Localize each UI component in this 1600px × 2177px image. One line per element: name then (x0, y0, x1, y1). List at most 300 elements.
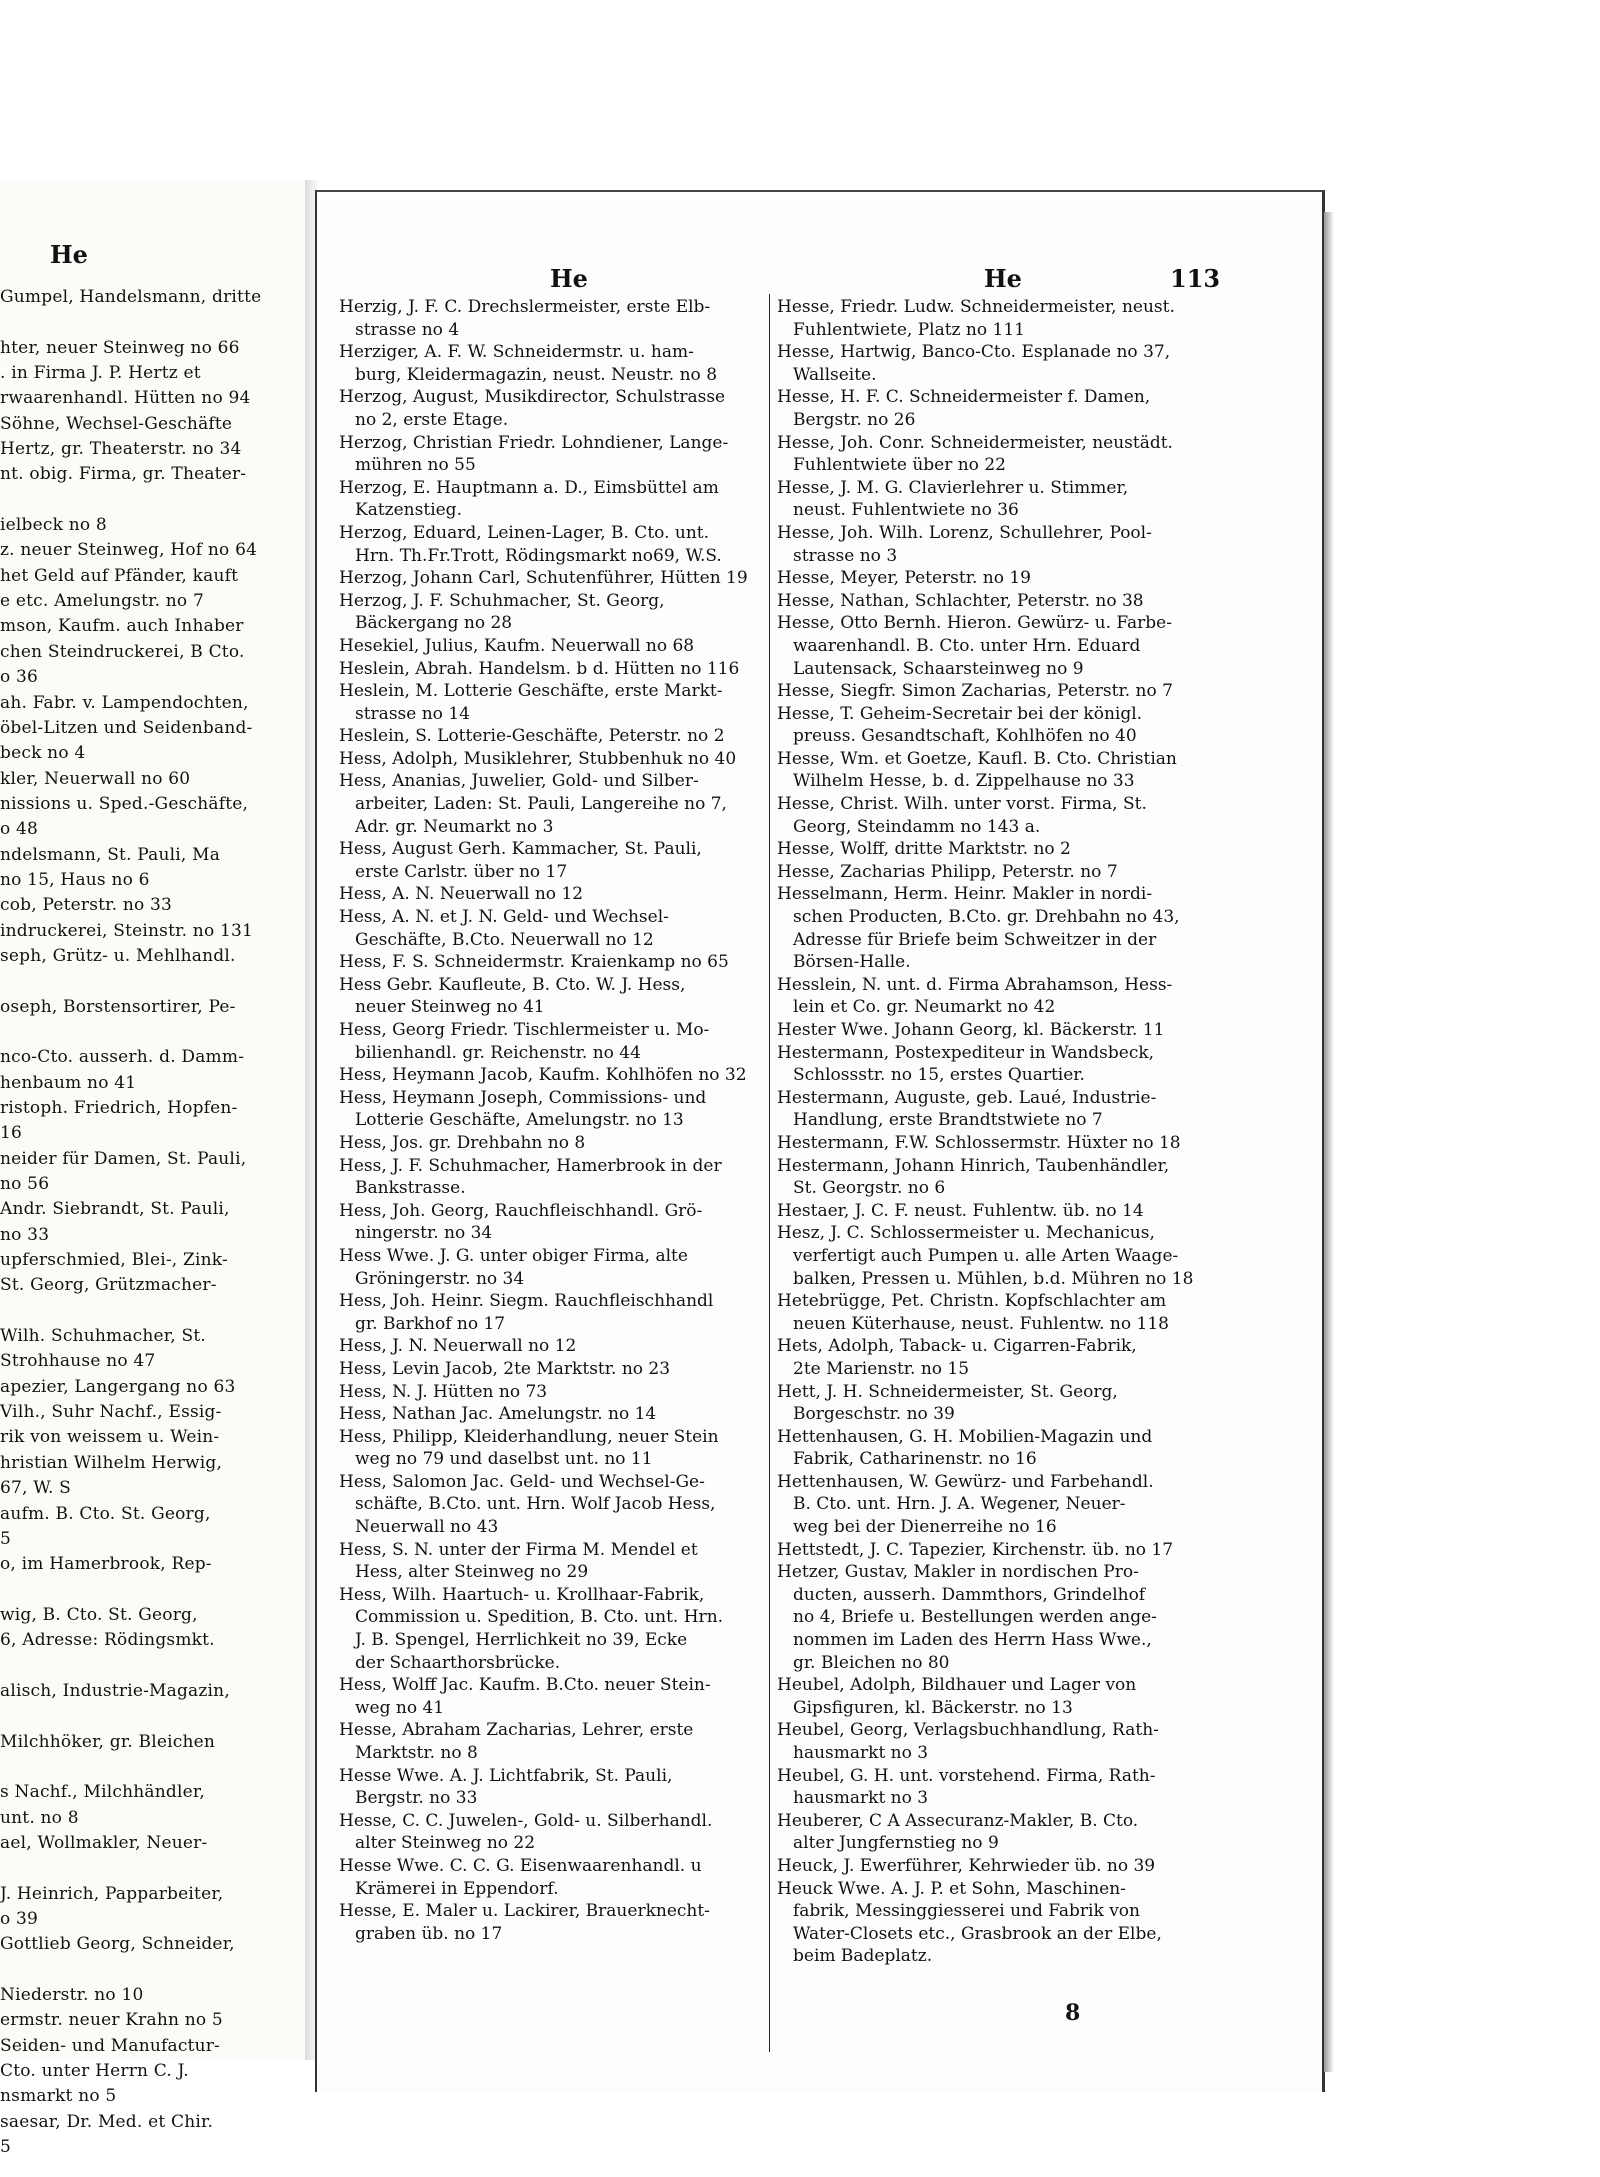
entry-line: Hesselmann, Herm. Heinr. Makler in nordi- (777, 884, 1153, 905)
directory-entry (777, 296, 1207, 341)
left-page-line: 67, W. S (0, 1478, 71, 1499)
left-page-line: Wilh. Schuhmacher, St. (0, 1326, 206, 1347)
directory-entry (339, 1019, 769, 1064)
left-page-line (0, 1299, 305, 1324)
entry-line: Hesse, J. M. G. Clavierlehrer u. Stimmer, (777, 477, 1129, 498)
left-page-line: apezier, Langergang no 63 (0, 1376, 236, 1397)
entry-line: Hess, Joh. Heinr. Siegm. Rauchfleischhandl (339, 1291, 714, 1312)
directory-entry (777, 1765, 1207, 1810)
page-number: 113 (1170, 264, 1221, 293)
left-page-line (0, 1020, 305, 1045)
directory-entry (777, 1155, 1207, 1200)
entry-line: neuer Steinweg no 41 (355, 997, 545, 1018)
directory-entry (777, 1087, 1207, 1132)
left-page-line: Vilh., Suhr Nachf., Essig- (0, 1402, 222, 1423)
entry-line: Hess, F. S. Schneidermstr. Kraienkamp no 65 (339, 952, 729, 973)
entry-line: Hestermann, Auguste, geb. Laué, Industrie- (777, 1087, 1157, 1108)
left-page-line: saesar, Dr. Med. et Chir. (0, 2111, 214, 2132)
entry-line: Hesse, H. F. C. Schneidermeister f. Damen, (777, 387, 1151, 408)
entry-line: Handlung, erste Brandtstwiete no 7 (793, 1110, 1103, 1131)
left-page-line: ndelsmann, St. Pauli, Ma (0, 844, 221, 865)
directory-entry (777, 703, 1207, 748)
left-page-line (0, 310, 305, 335)
entry-line: Hetzer, Gustav, Makler in nordischen Pro- (777, 1562, 1139, 1583)
directory-entry (777, 1855, 1207, 1878)
entry-line: Hess, Ananias, Juwelier, Gold- und Silber- (339, 771, 699, 792)
entry-line: Börsen-Halle. (793, 952, 911, 973)
left-page-line: alisch, Industrie-Magazin, (0, 1680, 230, 1701)
left-page-line: öbel-Litzen und Seidenband- (0, 717, 253, 738)
entry-line: Hess, Joh. Georg, Rauchfleischhandl. Grö- (339, 1200, 703, 1221)
left-page-line: o, im Hamerbrook, Rep- (0, 1554, 212, 1575)
directory-entry (777, 1810, 1207, 1855)
directory-entry (339, 1403, 769, 1426)
left-page-line: indruckerei, Steinstr. no 131 (0, 920, 254, 941)
entry-line: Heubel, Adolph, Bildhauer und Lager von (777, 1675, 1137, 1696)
entry-line: neuen Küterhause, neust. Fuhlentw. no 118 (793, 1313, 1169, 1334)
directory-entry (339, 680, 769, 725)
directory-entry (777, 861, 1207, 884)
left-page-line: Gottlieb Georg, Schneider, (0, 1934, 235, 1955)
directory-entry (777, 341, 1207, 386)
entry-line: Hess, Heymann Jacob, Kaufm. Kohlhöfen no 32 (339, 1065, 747, 1086)
directory-entry (339, 1200, 769, 1245)
entry-line: 2te Marienstr. no 15 (793, 1358, 970, 1379)
entry-line: Hestermann, Johann Hinrich, Taubenhändler, (777, 1155, 1170, 1176)
left-page-fragment (0, 180, 308, 2158)
left-page-line (0, 1755, 305, 1780)
entry-line: alter Steinweg no 22 (355, 1833, 536, 1854)
entry-line: Herzog, E. Hauptmann a. D., Eimsbüttel am (339, 477, 719, 498)
directory-entry (339, 1155, 769, 1200)
entry-line: Hesz, J. C. Schlossermeister u. Mechanicus, (777, 1223, 1155, 1244)
entry-line: weg bei der Dienerreihe no 16 (793, 1517, 1057, 1538)
entry-line: Heslein, M. Lotterie Geschäfte, erste Markt- (339, 681, 723, 702)
entry-line: Hesse, Otto Bernh. Hieron. Gewürz- u. Farbe- (777, 613, 1172, 634)
entry-line: Hets, Adolph, Taback- u. Cigarren-Fabrik, (777, 1336, 1137, 1357)
left-page-line (0, 1578, 305, 1603)
directory-entry (777, 1132, 1207, 1155)
entry-line: Wilhelm Hesse, b. d. Zippelhause no 33 (793, 771, 1135, 792)
entry-line: Hess Wwe. J. G. unter obiger Firma, alte (339, 1245, 688, 1266)
left-page-line: no 56 (0, 1174, 50, 1195)
entry-line: Katzenstieg. (355, 500, 462, 521)
running-head-left: He (550, 264, 588, 293)
entry-line: Hess, Nathan Jac. Amelungstr. no 14 (339, 1404, 657, 1425)
entry-line: Hettenhausen, W. Gewürz- und Farbehandl. (777, 1471, 1154, 1492)
left-page-line: ermstr. neuer Krahn no 5 (0, 2010, 223, 2031)
signature-mark: 8 (1065, 2000, 1081, 2026)
directory-entry (339, 1539, 769, 1584)
left-page-line: J. Heinrich, Papparbeiter, (0, 1883, 224, 1904)
entry-line: neust. Fuhlentwiete no 36 (793, 500, 1019, 521)
directory-entry (339, 725, 769, 748)
directory-entry (339, 1426, 769, 1471)
directory-entry (777, 838, 1207, 861)
directory-entry (777, 883, 1207, 973)
entry-line: Water-Closets etc., Grasbrook an der Elbe, (793, 1923, 1162, 1944)
entry-line: Hesse, Wolff, dritte Marktstr. no 2 (777, 839, 1071, 860)
left-page-line: hristian Wilhelm Herwig, (0, 1452, 223, 1473)
entry-line: strasse no 3 (793, 545, 898, 566)
entry-line: Hesse Wwe. A. J. Lichtfabrik, St. Pauli, (339, 1765, 673, 1786)
directory-entry (339, 838, 769, 883)
left-page-line: o 39 (0, 1909, 39, 1929)
directory-entry (777, 1335, 1207, 1380)
left-page-line: het Geld auf Pfänder, kauft (0, 565, 239, 586)
directory-entry (777, 1381, 1207, 1426)
left-page-line: Gumpel, Handelsmann, dritte (0, 287, 262, 307)
directory-entry (339, 386, 769, 431)
entry-line: Hess, N. J. Hütten no 73 (339, 1381, 548, 1402)
running-head-right: He (984, 264, 1022, 293)
left-page-line: ielbeck no 8 (0, 515, 107, 536)
entry-line: Schlossstr. no 15, erstes Quartier. (793, 1065, 1085, 1086)
left-page-line: ah. Fabr. v. Lampendochten, (0, 692, 249, 713)
left-page-line: Strohhause no 47 (0, 1351, 156, 1372)
entry-line: Fabrik, Catharinenstr. no 16 (793, 1449, 1037, 1470)
left-page-line: z. neuer Steinweg, Hof no 64 (0, 540, 258, 561)
left-page-line: Söhne, Wechsel-Geschäfte (0, 413, 233, 434)
directory-entry (777, 567, 1207, 590)
left-page-line: o 36 (0, 667, 39, 688)
entry-line: ningerstr. no 34 (355, 1223, 493, 1244)
entry-line: balken, Pressen u. Mühlen, b.d. Mühren no 18 (793, 1268, 1194, 1289)
left-page-line: wig, B. Cto. St. Georg, (0, 1604, 198, 1625)
left-page-line: . in Firma J. P. Hertz et (0, 363, 201, 384)
entry-line: Marktstr. no 8 (355, 1743, 478, 1763)
directory-entry (777, 477, 1207, 522)
entry-line: bilienhandl. gr. Reichenstr. no 44 (355, 1042, 641, 1063)
entry-line: der Schaarthorsbrücke. (355, 1652, 561, 1673)
entry-line: Herzog, J. F. Schuhmacher, St. Georg, (339, 590, 665, 611)
entry-line: Herzog, August, Musikdirector, Schulstrasse (339, 387, 726, 408)
entry-line: Hestermann, Postexpediteur in Wandsbeck, (777, 1042, 1155, 1063)
entry-line: strasse no 4 (355, 319, 460, 340)
directory-entry (777, 1426, 1207, 1471)
left-page-line: rwaarenhandl. Hütten no 94 (0, 388, 251, 409)
entry-line: Hesslein, N. unt. d. Firma Abrahamson, Hess- (777, 974, 1173, 995)
entry-line: Hesse, Christ. Wilh. unter vorst. Firma, St. (777, 794, 1147, 815)
entry-line: Bäckergang no 28 (355, 613, 513, 634)
entry-line: Hess, Levin Jacob, 2te Marktstr. no 23 (339, 1358, 671, 1379)
directory-entry (777, 1539, 1207, 1562)
entry-line: Herzig, J. F. C. Drechslermeister, erste Elb- (339, 297, 711, 317)
directory-entry (777, 1719, 1207, 1764)
entry-line: Gipsfiguren, kl. Bäckerstr. no 13 (793, 1697, 1073, 1718)
directory-entry (339, 1358, 769, 1381)
entry-line: Hess Gebr. Kaufleute, B. Cto. W. J. Hess, (339, 974, 686, 995)
entry-line: Gröningerstr. no 34 (355, 1268, 525, 1289)
directory-entry (339, 1335, 769, 1358)
left-page-line: nsmarkt no 5 (0, 2086, 117, 2107)
directory-entry (777, 432, 1207, 477)
entry-line: Herziger, A. F. W. Schneidermstr. u. ham- (339, 342, 694, 363)
entry-line: ducten, ausserh. Dammthors, Grindelhof (793, 1584, 1146, 1605)
entry-line: Herzog, Christian Friedr. Lohndiener, Lange- (339, 432, 729, 453)
left-page-line: unt. no 8 (0, 1807, 79, 1828)
entry-line: Fuhlentwiete über no 22 (793, 455, 1006, 476)
directory-entry (777, 1042, 1207, 1087)
entry-line: Hess, A. N. Neuerwall no 12 (339, 884, 584, 905)
left-page-line: nco-Cto. ausserh. d. Damm- (0, 1047, 245, 1068)
directory-entry (777, 793, 1207, 838)
entry-line: graben üb. no 17 (355, 1923, 503, 1944)
entry-line: Hess, Georg Friedr. Tischlermeister u. Mo- (339, 1020, 710, 1040)
entry-line: Hesse, Wm. et Goetze, Kaufl. B. Cto. Christian (777, 748, 1177, 769)
directory-entry (339, 635, 769, 658)
directory-column-left (339, 296, 769, 1945)
entry-line: Hestaer, J. C. F. neust. Fuhlentw. üb. no 14 (777, 1200, 1144, 1221)
directory-entry (339, 1087, 769, 1132)
entry-line: Hesse, C. C. Juwelen-, Gold- u. Silberhandl. (339, 1810, 713, 1831)
entry-line: J. B. Spengel, Herrlichkeit no 39, Ecke (355, 1630, 688, 1651)
entry-line: Hess, Heymann Joseph, Commissions- und (339, 1087, 707, 1108)
directory-entry (777, 612, 1207, 680)
entry-line: Hesse, Hartwig, Banco-Cto. Esplanade no 37, (777, 342, 1171, 363)
entry-line: Hrn. Th.Fr.Trott, Rödingsmarkt no69, W.S. (355, 545, 722, 566)
left-running-head: He (50, 240, 88, 269)
directory-entry (339, 522, 769, 567)
entry-line: Lotterie Geschäfte, Amelungstr. no 13 (355, 1110, 684, 1131)
left-page-line (0, 1856, 305, 1881)
entry-line: St. Georgstr. no 6 (793, 1178, 946, 1199)
entry-line: Borgeschstr. no 39 (793, 1404, 955, 1425)
entry-line: arbeiter, Laden: St. Pauli, Langereihe no 7, (355, 794, 727, 815)
entry-line: Herzog, Johann Carl, Schutenführer, Hütten 19 (339, 568, 748, 589)
entry-line: Hesse, Joh. Wilh. Lorenz, Schullehrer, Pool- (777, 522, 1152, 543)
directory-entry (339, 296, 769, 341)
entry-line: strasse no 14 (355, 703, 470, 724)
left-page-line: mson, Kaufm. auch Inhaber (0, 616, 244, 637)
entry-line: Heslein, Abrah. Handelsm. b d. Hütten no 116 (339, 658, 740, 679)
left-page-line: Seiden- und Manufactur- (0, 2035, 221, 2056)
entry-line: Hesse, Zacharias Philipp, Peterstr. no 7 (777, 861, 1118, 882)
directory-entry (339, 1584, 769, 1674)
directory-entry (339, 906, 769, 951)
left-page-line: Andr. Siebrandt, St. Pauli, (0, 1199, 230, 1220)
entry-line: gr. Bleichen no 80 (793, 1652, 950, 1673)
entry-line: Wallseite. (793, 364, 877, 385)
left-page-line (0, 969, 305, 994)
entry-line: Commission u. Spedition, B. Cto. unt. Hrn. (355, 1607, 724, 1628)
entry-line: Georg, Steindamm no 143 a. (793, 816, 1041, 837)
entry-line: Hess, Jos. gr. Drehbahn no 8 (339, 1132, 586, 1153)
directory-entry (339, 1132, 769, 1155)
entry-line: mühren no 55 (355, 455, 476, 476)
entry-line: verfertigt auch Pumpen u. alle Arten Waage- (793, 1245, 1179, 1266)
entry-line: Herzog, Eduard, Leinen-Lager, B. Cto. unt. (339, 522, 710, 543)
entry-line: Geschäfte, B.Cto. Neuerwall no 12 (355, 929, 654, 950)
left-page-line: rik von weissem u. Wein- (0, 1427, 220, 1448)
directory-entry (777, 1222, 1207, 1290)
entry-line: gr. Barkhof no 17 (355, 1313, 506, 1334)
left-page-line (0, 488, 305, 513)
entry-line: alter Jungfernstieg no 9 (793, 1833, 999, 1854)
entry-line: preuss. Gesandtschaft, Kohlhöfen no 40 (793, 726, 1137, 747)
directory-entry (777, 522, 1207, 567)
entry-line: Adr. gr. Neumarkt no 3 (355, 816, 554, 837)
directory-entry (339, 748, 769, 771)
left-page-line: 6, Adresse: Rödingsmkt. (0, 1630, 215, 1651)
left-page-line: no 15, Haus no 6 (0, 869, 150, 890)
entry-line: Hettenhausen, G. H. Mobilien-Magazin und (777, 1426, 1153, 1447)
directory-entry (777, 1019, 1207, 1042)
entry-line: Hess, alter Steinweg no 29 (355, 1562, 589, 1583)
left-page-line: e etc. Amelungstr. no 7 (0, 591, 204, 612)
entry-line: Hesse, Nathan, Schlachter, Peterstr. no 38 (777, 590, 1144, 611)
entry-line: Hess, Adolph, Musiklehrer, Stubbenhuk no 40 (339, 748, 737, 769)
left-page-line: aufm. B. Cto. St. Georg, (0, 1503, 211, 1524)
entry-line: lein et Co. gr. Neumarkt no 42 (793, 997, 1056, 1018)
entry-line: Hess, August Gerh. Kammacher, St. Pauli, (339, 839, 702, 860)
entry-line: Hetebrügge, Pet. Christn. Kopfschlachter am (777, 1291, 1167, 1312)
entry-line: Hess, J. N. Neuerwall no 12 (339, 1336, 577, 1357)
entry-line: Heuck Wwe. A. J. P. et Sohn, Maschinen- (777, 1878, 1126, 1899)
entry-line: Lautensack, Schaarsteinweg no 9 (793, 658, 1084, 679)
entry-line: waarenhandl. B. Cto. unter Hrn. Eduard (793, 635, 1141, 656)
column-divider (769, 294, 770, 2052)
directory-entry (339, 1674, 769, 1719)
entry-line: weg no 79 und daselbst unt. no 11 (355, 1449, 653, 1470)
left-page-line (0, 1654, 305, 1679)
directory-entry (777, 590, 1207, 613)
entry-line: nommen im Laden des Herrn Hass Wwe., (793, 1630, 1152, 1651)
entry-line: burg, Kleidermagazin, neust. Neustr. no 8 (355, 364, 718, 385)
left-page-line (0, 1704, 305, 1729)
directory-entry (339, 1290, 769, 1335)
entry-line: Hestermann, F.W. Schlossermstr. Hüxter no 18 (777, 1132, 1181, 1153)
directory-entry (777, 974, 1207, 1019)
directory-entry (339, 1381, 769, 1404)
entry-line: Hester Wwe. Johann Georg, kl. Bäckerstr. 11 (777, 1020, 1165, 1040)
directory-entry (339, 1245, 769, 1290)
entry-line: Hess, Wolff Jac. Kaufm. B.Cto. neuer Stein- (339, 1675, 711, 1696)
directory-entry (339, 1064, 769, 1087)
left-page-line: o 48 (0, 819, 39, 840)
entry-line: Bergstr. no 26 (793, 409, 916, 430)
entry-line: Heubel, G. H. unt. vorstehend. Firma, Rath- (777, 1765, 1156, 1786)
directory-entry (339, 1810, 769, 1855)
entry-line: Hess, Philipp, Kleiderhandlung, neuer Stein (339, 1426, 719, 1447)
entry-line: fabrik, Messinggiesserei und Fabrik von (793, 1901, 1140, 1922)
directory-entry (339, 341, 769, 386)
left-page-line: kler, Neuerwall no 60 (0, 768, 191, 789)
entry-line: Fuhlentwiete, Platz no 111 (793, 319, 1025, 340)
entry-line: no 2, erste Etage. (355, 409, 509, 430)
left-page-line: St. Georg, Grützmacher- (0, 1275, 217, 1296)
entry-line: Hess, A. N. et J. N. Geld- und Wechsel- (339, 907, 669, 928)
left-page-line: ael, Wollmakler, Neuer- (0, 1832, 208, 1853)
directory-entry (339, 477, 769, 522)
left-page-line: henbaum no 41 (0, 1072, 137, 1093)
directory-entry (339, 1765, 769, 1810)
directory-entry (777, 748, 1207, 793)
entry-line: Neuerwall no 43 (355, 1517, 499, 1538)
directory-entry (339, 590, 769, 635)
directory-entry (339, 1900, 769, 1945)
entry-line: no 4, Briefe u. Bestellungen werden ange- (793, 1607, 1157, 1628)
directory-entry (339, 951, 769, 974)
entry-line: Hess, Salomon Jac. Geld- und Wechsel-Ge- (339, 1471, 705, 1492)
directory-entry (777, 1200, 1207, 1223)
left-page-line: 5 (0, 1528, 12, 1549)
left-page-line: neider für Damen, St. Pauli, (0, 1148, 247, 1169)
entry-line: Hesse, T. Geheim-Secretair bei der königl. (777, 703, 1143, 724)
directory-entry (339, 658, 769, 681)
entry-line: Heslein, S. Lotterie-Geschäfte, Peterstr. no 2 (339, 726, 725, 747)
entry-line: Heuck, J. Ewerführer, Kehrwieder üb. no 39 (777, 1855, 1156, 1876)
left-page-line: Cto. unter Herrn C. J. (0, 2061, 189, 2082)
directory-entry (777, 1674, 1207, 1719)
entry-line: schen Producten, B.Cto. gr. Drehbahn no 43, (793, 907, 1180, 928)
entry-line: Hett, J. H. Schneidermeister, St. Georg, (777, 1381, 1118, 1402)
directory-entry (339, 883, 769, 906)
entry-line: Hesse, Siegfr. Simon Zacharias, Peterstr. no 7 (777, 681, 1173, 702)
entry-line: hausmarkt no 3 (793, 1788, 929, 1809)
left-page-line: beck no 4 (0, 743, 86, 764)
entry-line: B. Cto. unt. Hrn. J. A. Wegener, Neuer- (793, 1494, 1126, 1515)
directory-entry (339, 432, 769, 477)
directory-entry (339, 770, 769, 838)
directory-entry (339, 1855, 769, 1900)
entry-line: Hess, Wilh. Haartuch- u. Krollhaar-Fabrik, (339, 1584, 705, 1605)
directory-entry (339, 1719, 769, 1764)
directory-entry (339, 1471, 769, 1539)
entry-line: beim Badeplatz. (793, 1946, 933, 1967)
entry-line: Bergstr. no 33 (355, 1788, 478, 1809)
right-page (315, 190, 1325, 2092)
entry-line: Hess, S. N. unter der Firma M. Mendel et (339, 1539, 698, 1560)
directory-entry (777, 1290, 1207, 1335)
left-page-line: s Nachf., Milchhändler, (0, 1782, 205, 1803)
directory-entry (339, 567, 769, 590)
directory-entry (777, 1561, 1207, 1674)
left-page-line: Hertz, gr. Theaterstr. no 34 (0, 439, 242, 460)
entry-line: Adresse für Briefe beim Schweitzer in der (793, 929, 1157, 950)
left-page-line: ristoph. Friedrich, Hopfen- (0, 1098, 238, 1118)
directory-entry (339, 974, 769, 1019)
directory-entry (777, 680, 1207, 703)
directory-entry (777, 1878, 1207, 1968)
entry-line: Heuberer, C A Assecuranz-Makler, B. Cto. (777, 1810, 1139, 1831)
entry-line: schäfte, B.Cto. unt. Hrn. Wolf Jacob Hess, (355, 1494, 716, 1515)
left-page-line: no 33 (0, 1224, 50, 1245)
entry-line: Hesse, Friedr. Ludw. Schneidermeister, neust. (777, 297, 1175, 317)
left-page-line: seph, Grütz- u. Mehlhandl. (0, 945, 236, 966)
left-page-line: chen Steindruckerei, B Cto. (0, 641, 245, 662)
left-page-line: 5 (0, 2137, 12, 2158)
left-page-line: nissions u. Sped.-Geschäfte, (0, 793, 249, 814)
entry-line: Hesse Wwe. C. C. G. Eisenwaarenhandl. u (339, 1855, 702, 1876)
entry-line: Hesse, Abraham Zacharias, Lehrer, erste (339, 1720, 694, 1741)
entry-line: Hettstedt, J. C. Tapezier, Kirchenstr. üb. no 17 (777, 1539, 1174, 1560)
directory-column-right (777, 296, 1207, 1968)
entry-line: Krämerei in Eppendorf. (355, 1878, 559, 1899)
directory-entry (777, 1471, 1207, 1539)
left-page-line: upferschmied, Blei-, Zink- (0, 1250, 228, 1271)
entry-line: Hesse, Joh. Conr. Schneidermeister, neustädt. (777, 432, 1173, 453)
entry-line: Hesekiel, Julius, Kaufm. Neuerwall no 68 (339, 635, 695, 656)
entry-line: weg no 41 (355, 1697, 445, 1718)
entry-line: Hesse, E. Maler u. Lackirer, Brauerknecht- (339, 1901, 710, 1922)
directory-entry (777, 386, 1207, 431)
left-page-line: Milchhöker, gr. Bleichen (0, 1731, 216, 1752)
left-page-line (0, 1958, 305, 1983)
left-page-line: oseph, Borstensortirer, Pe- (0, 996, 236, 1017)
entry-line: Heubel, Georg, Verlagsbuchhandlung, Rath- (777, 1720, 1159, 1741)
left-page-text (0, 285, 305, 2160)
